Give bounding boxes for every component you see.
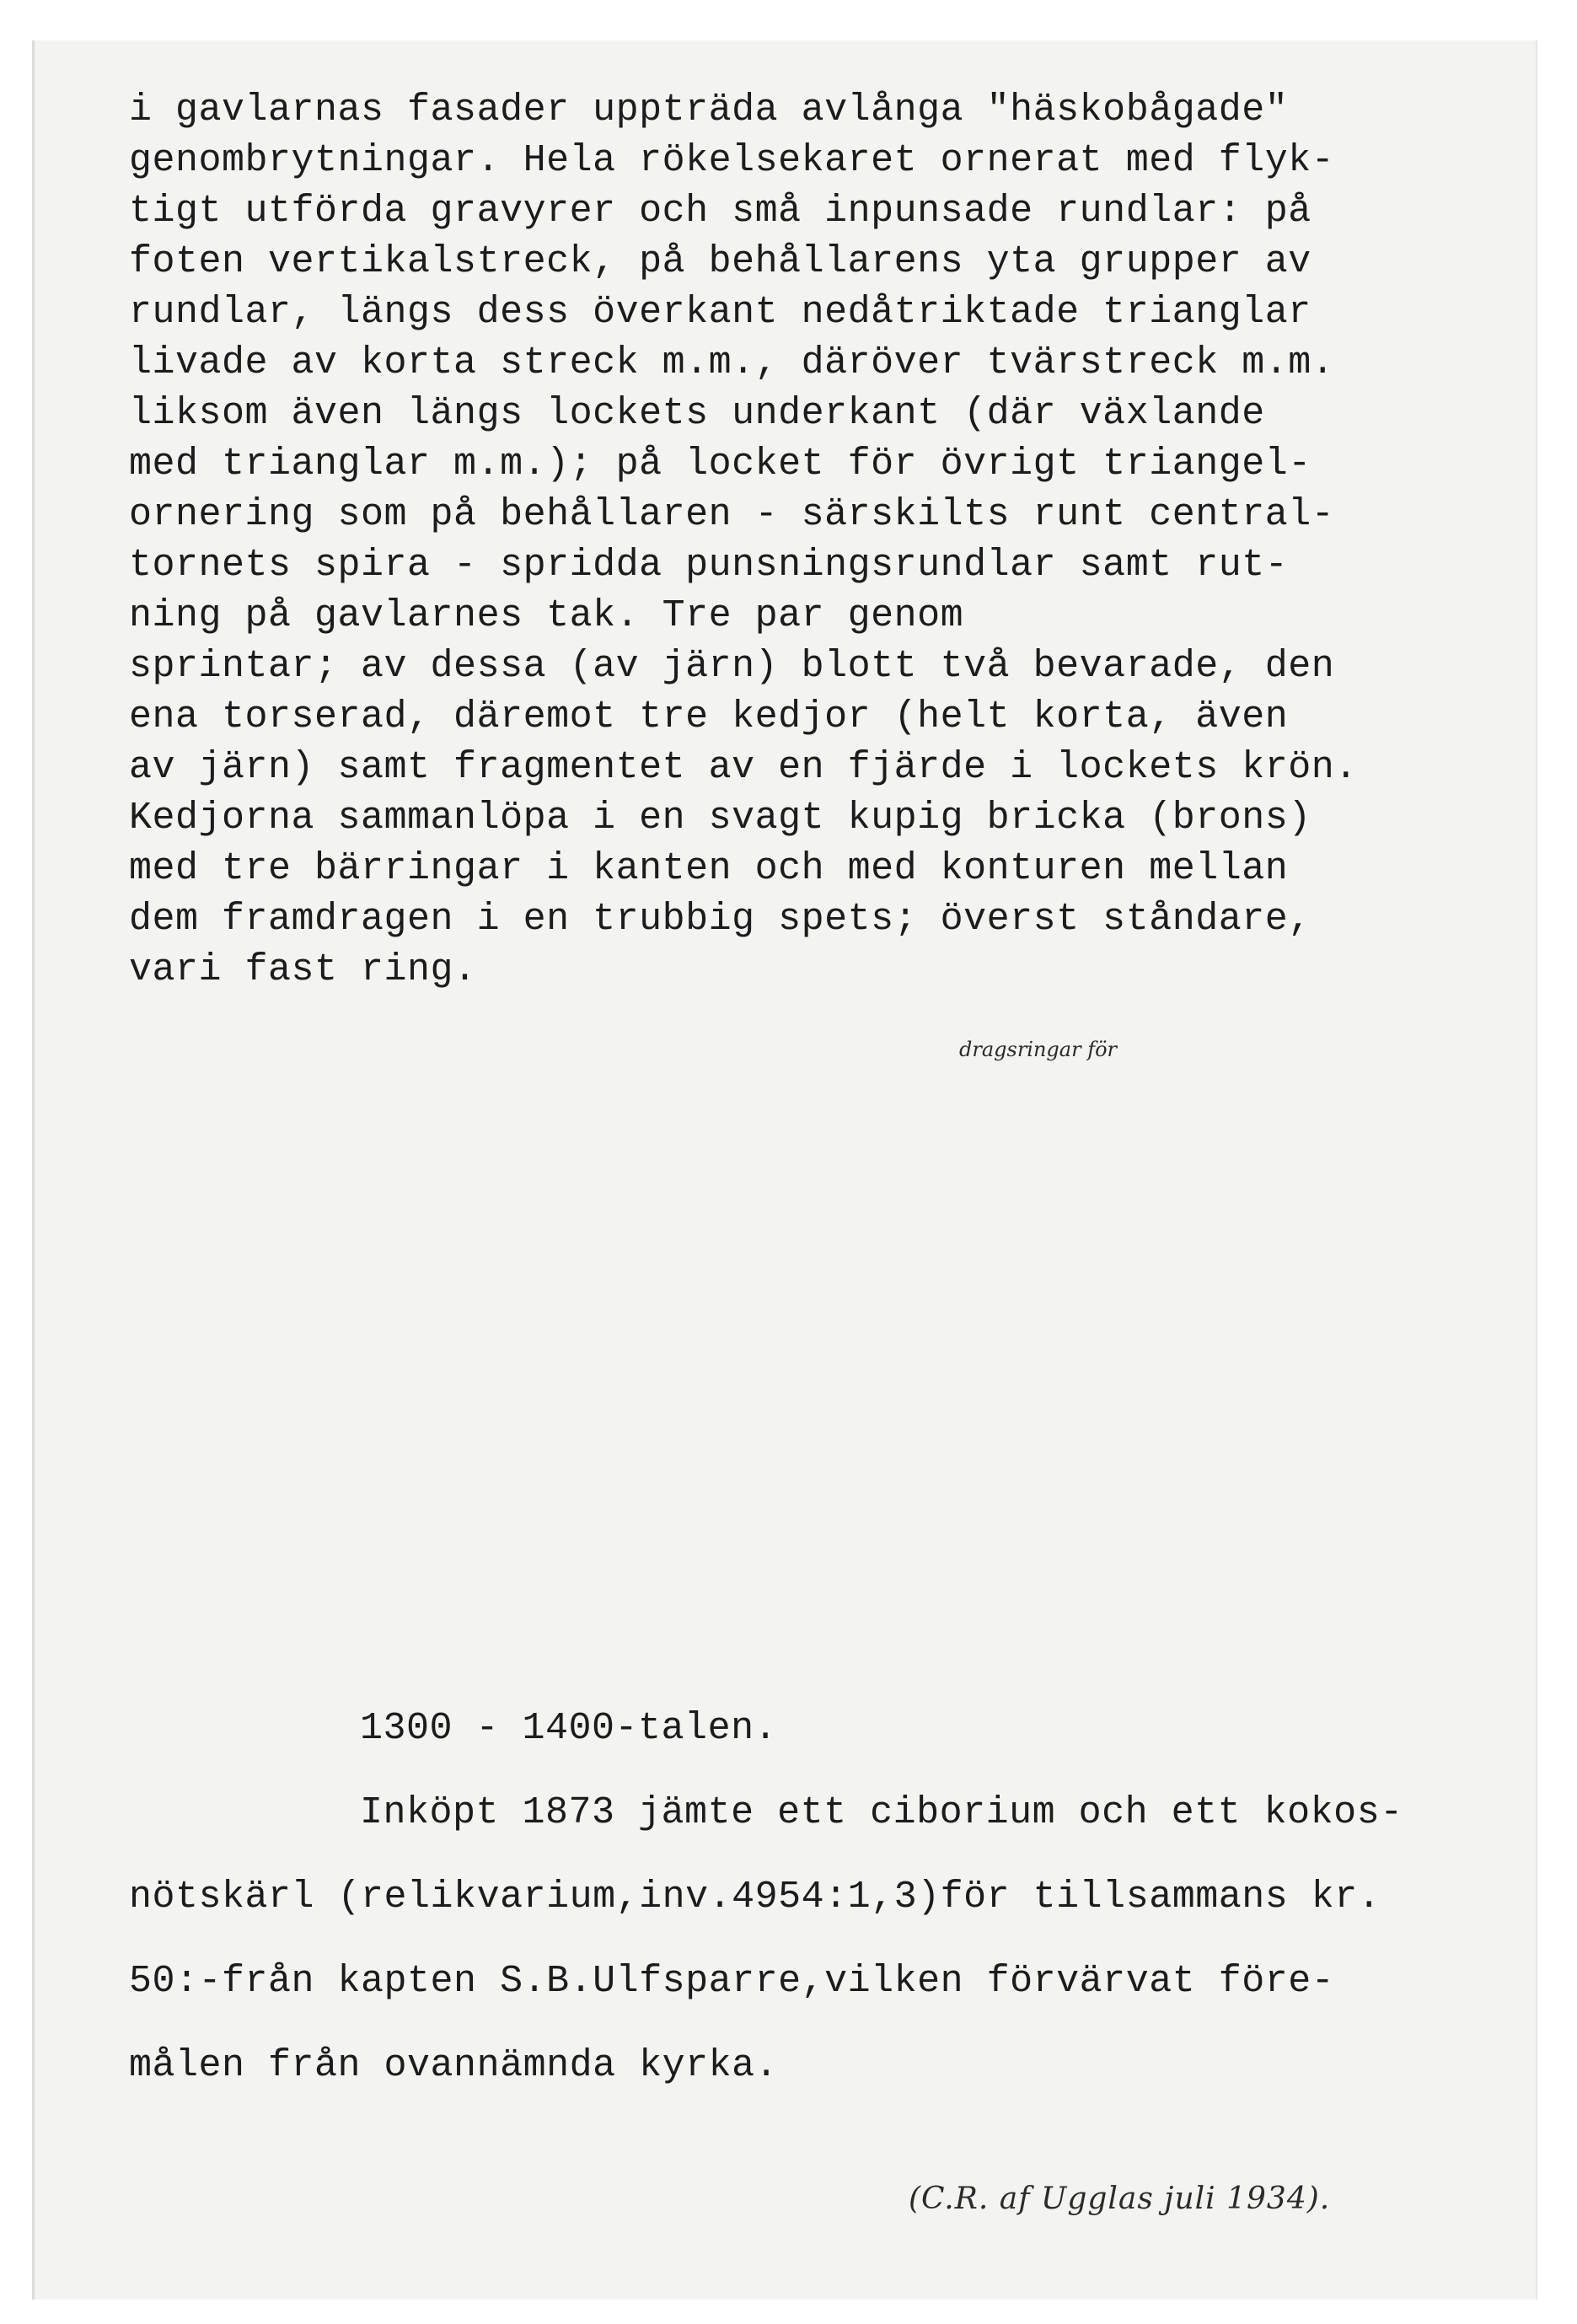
text-line: av järn) samt fragmentet av en fjärde i lockets krön.: [129, 746, 1358, 789]
text-line: med tre bärringar i kanten och med konturen mellan: [129, 847, 1289, 890]
period-line: 1300 - 1400-talen.: [360, 1707, 778, 1750]
text-line: dem framdragen i en trubbig spets; överst ståndare,: [129, 898, 1311, 941]
text-line: liksom även längs lockets underkant (där växlande: [129, 392, 1265, 435]
text-line: i gavlarnas fasader uppträda avlånga "häskobågade": [129, 89, 1289, 131]
text-line: ena torserad, däremot tre kedjor (helt korta, även: [129, 695, 1289, 738]
acquisition-line: Inköpt 1873 jämte ett ciborium och ett kokos-: [360, 1791, 1403, 1834]
document-page: [32, 40, 1537, 2300]
text-line: ornering som på behållaren - särskilts runt central-: [129, 493, 1335, 536]
text-line: tigt utförda gravyrer och små inpunsade rundlar: på: [129, 190, 1311, 233]
text-line: tornets spira - spridda punsningsrundlar samt rut-: [129, 544, 1289, 587]
text-line: Kedjorna sammanlöpa i en svagt kupig bricka (brons): [129, 797, 1311, 840]
acquisition-line: nötskärl (relikvarium,inv.4954:1,3)för tillsammans kr.: [129, 1876, 1381, 1919]
text-line: med trianglar m.m.); på locket för övrigt triangel-: [129, 443, 1311, 486]
text-line: rundlar, längs dess överkant nedåtriktade trianglar: [129, 291, 1311, 334]
acquisition-line: 50:-från kapten S.B.Ulfsparre,vilken förvärvat före-: [129, 1960, 1335, 2003]
text-line: vari fast ring.: [129, 948, 477, 991]
text-line: livade av korta streck m.m., däröver tvärstreck m.m.: [129, 341, 1335, 384]
text-line: ning på gavlarnes tak. Tre par genom: [129, 594, 964, 637]
acquisition-line: målen från ovannämnda kyrka.: [129, 2044, 779, 2087]
text-line: genombrytningar. Hela rökelsekaret ornerat med flyk-: [129, 139, 1335, 182]
text-line: foten vertikalstreck, på behållarens yta grupper av: [129, 240, 1311, 283]
handwritten-signature: (C.R. af Ugglas juli 1934).: [909, 2182, 1331, 2216]
text-line: sprintar; av dessa (av järn) blott två bevarade, den: [129, 645, 1335, 688]
handwritten-insertion: dragsringar för: [959, 1038, 1118, 1061]
